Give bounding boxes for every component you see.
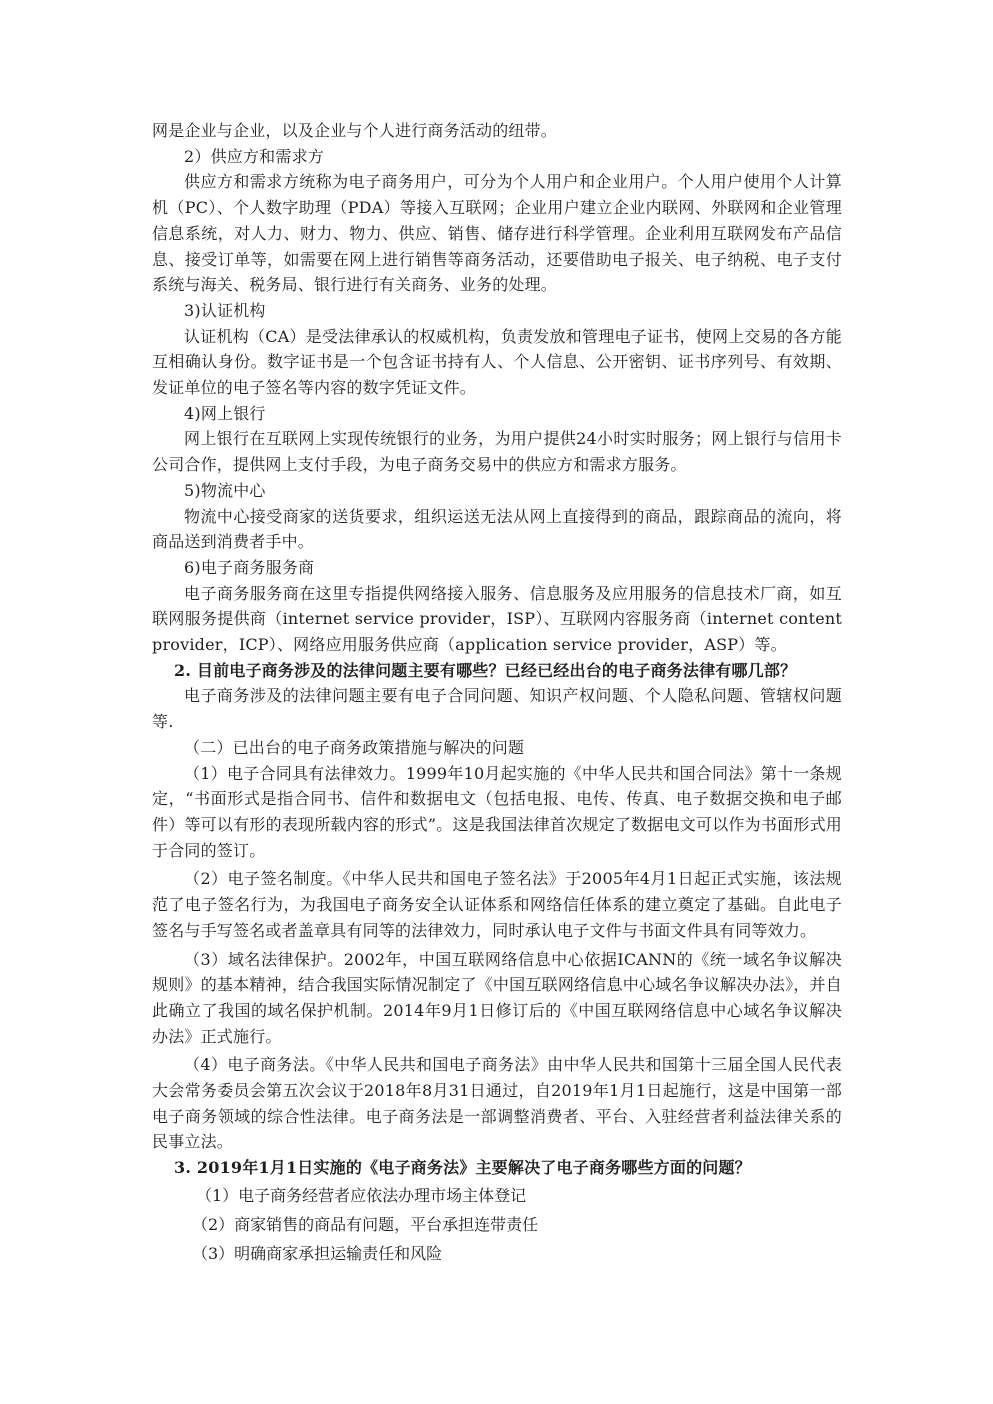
paragraph: （2）电子签名制度。《中华人民共和国电子签名法》于2005年4月1日起正式实施，该法规范了电子签名行为，为我国电子商务安全认证体系和网络信任体系的建立奠定了基础。自此电子签名与手写签名或者盖章具有同等的法律效力，同时承认电子文件与书面文件具有同等效力。 [152, 869, 842, 940]
section-heading: 6)电子商务服务商 [184, 557, 315, 577]
paragraph: 电子商务涉及的法律问题主要有电子合同问题、知识产权问题、个人隐私问题、管辖权问题等. [152, 686, 842, 732]
list-item: （2）商家销售的商品有问题，平台承担连带责任 [192, 1214, 539, 1234]
document-body [152, 118, 842, 1268]
list-item: （1）电子商务经营者应依法办理市场主体登记 [196, 1185, 527, 1205]
list-item: （3）明确商家承担运输责任和风险 [192, 1243, 443, 1263]
paragraph: 认证机构（CA）是受法律承认的权威机构，负责发放和管理电子证书，使网上交易的各方能互相确认身份。数字证书是一个包含证书持有人、个人信息、公开密钥、证书序列号、有效期、发证单位的电子签名等内容的数字凭证文件。 [152, 326, 842, 398]
paragraph: 网上银行在互联网上实现传统银行的业务，为用户提供24小时实时服务；网上银行与信用卡公司合作，提供网上支付手段，为电子商务交易中的供应方和需求方服务。 [152, 429, 842, 475]
paragraph: （1）电子合同具有法律效力。1999年10月起实施的《中华人民共和国合同法》第十一条规定，“书面形式是指合同书、信件和数据电文（包括电报、电传、传真、电子数据交换和电子邮件）等可以有形的表现所载内容的形式”。这是我国法律首次规定了数据电文可以作为书面形式用于合同的签订。 [152, 763, 842, 860]
section-heading: 5)物流中心 [184, 480, 266, 500]
paragraph: 网是企业与企业，以及企业与个人进行商务活动的纽带。 [152, 121, 558, 140]
paragraph: 电子商务服务商在这里专指提供网络接入服务、信息服务及应用服务的信息技术厂商，如互联网服务提供商（internet service provider，ISP）、互联网内容服务商（internet content provider，ICP）、网络应用服务供应商（application service provider，ASP）等。 [152, 583, 842, 655]
paragraph: （二）已出台的电子商务政策措施与解决的问题 [184, 737, 525, 757]
question-heading: 2. 目前电子商务涉及的法律问题主要有哪些？已经已经出台的电子商务法律有哪几部？ [174, 660, 797, 680]
section-heading: 2）供应方和需求方 [184, 146, 324, 166]
question-heading: 3. 2019年1月1日实施的《电子商务法》主要解决了电子商务哪些方面的问题？ [174, 1158, 751, 1178]
section-heading: 3)认证机构 [184, 300, 266, 320]
paragraph: 物流中心接受商家的送货要求，组织运送无法从网上直接得到的商品，跟踪商品的流向，将商品送到消费者手中。 [152, 506, 842, 552]
paragraph: （3）域名法律保护。2002年，中国互联网络信息中心依据ICANN的《统一域名争议解决规则》的基本精神，结合我国实际情况制定了《中国互联网络信息中心域名争议解决办法》，并自此确立了我国的域名保护机制。2014年9月1日修订后的《中国互联网络信息中心域名争议解决办法》正式施行。 [152, 949, 842, 1046]
section-heading: 4)网上银行 [184, 403, 266, 423]
paragraph: （4）电子商务法。《中华人民共和国电子商务法》由中华人民共和国第十三届全国人民代表大会常务委员会第五次会议于2018年8月31日通过，自2019年1月1日起施行，这是中国第一部电子商务领域的综合性法律。电子商务法是一部调整消费者、平台、入驻经营者利益法律关系的民事立法。 [152, 1055, 842, 1152]
paragraph: 供应方和需求方统称为电子商务用户，可分为个人用户和企业用户。个人用户使用个人计算机（PC）、个人数字助理（PDA）等接入互联网；企业用户建立企业内联网、外联网和企业管理信息系统，对人力、财力、物力、供应、销售、储存进行科学管理。企业利用互联网发布产品信息、接受订单等，如需要在网上进行销售等商务活动，还要借助电子报关、电子纳税、电子支付系统与海关、税务局、银行进行有关商务、业务的处理。 [152, 172, 842, 295]
